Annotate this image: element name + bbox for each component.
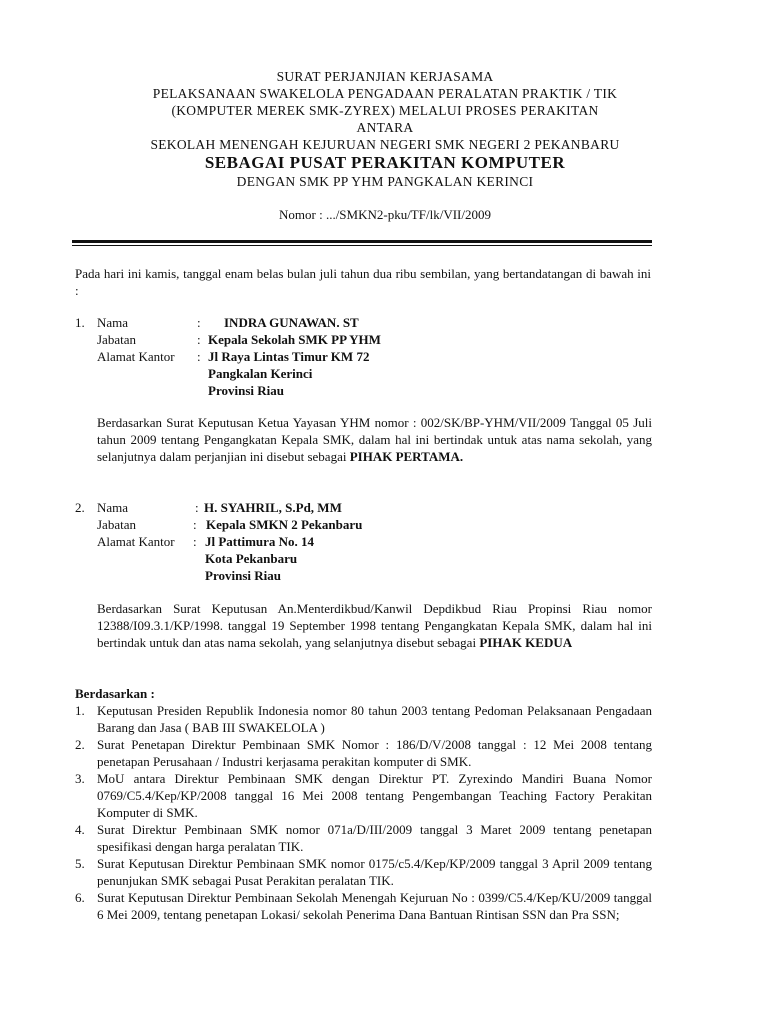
basis-title: Berdasarkan : — [75, 686, 155, 701]
intro-paragraph: Pada hari ini kamis, tanggal enam belas bulan juli tahun dua ribu sembilan, yang bertandatangan di bawah ini : — [75, 266, 651, 298]
header-subject-line-2: (KOMPUTER MEREK SMK-ZYREX) MELALUI PROSES PERAKITAN — [171, 103, 599, 118]
header-role: SEBAGAI PUSAT PERAKITAN KOMPUTER — [204, 153, 566, 172]
colon: : — [197, 349, 201, 364]
party2-description-text: Berdasarkan Surat Keputusan An.Menterdikbud/Kanwil Depdikbud Riau Propinsi Riau nomor 12388/I09.3.1/KP/1998. tanggal 19 September 1998 tentang Pengangkatan Kepala SMK, dalam hal ini bertindak untuk dan atas nama sekolah, yang selanjutnya disebut sebagai — [97, 601, 652, 650]
basis-item-text: MoU antara Direktur Pembinaan SMK dengan Direktur PT. Zyrexindo Mandiri Buana Nomor 0769/C5.4/Kep/KP/2008 tanggal 16 Mei 2008 tentang Pengembangan Teaching Factory Perakitan Komputer di SMK. — [97, 771, 652, 820]
basis-item-text: Surat Keputusan Direktur Pembinaan SMK nomor 0175/c5.4/Kep/KP/2009 tanggal 3 April 2009 tentang penunjukan SMK sebagai Pusat Perakitan peralatan TIK. — [97, 856, 652, 888]
document-header — [60, 68, 710, 190]
header-divider — [72, 240, 652, 246]
party2-address-line-3: Provinsi Riau — [205, 568, 281, 583]
party1-designation: PIHAK PERTAMA. — [349, 449, 464, 464]
basis-item-number: 1. — [75, 703, 85, 718]
party2-description — [97, 600, 652, 651]
party2-address-line-2: Kota Pekanbaru — [205, 551, 298, 566]
party1-description — [97, 414, 652, 465]
party2-name-label: Nama — [97, 500, 129, 515]
party1-name-label: Nama — [97, 315, 129, 330]
party2-position-value: Kepala SMKN 2 Pekanbaru — [206, 517, 363, 532]
party1-number: 1. — [75, 315, 85, 330]
basis-item-text: Surat Direktur Pembinaan SMK nomor 071a/D/III/2009 tanggal 3 Maret 2009 tentang penetapan spesifikasi dengan harga peralatan TIK. — [97, 822, 652, 854]
colon: : — [195, 500, 199, 515]
colon: : — [197, 332, 201, 347]
basis-item-number: 4. — [75, 822, 85, 837]
header-title: SURAT PERJANJIAN KERJASAMA — [276, 69, 494, 84]
basis-item-text: Keputusan Presiden Republik Indonesia nomor 80 tahun 2003 tentang Pedoman Pelaksanaan Pengadaan Barang dan Jasa ( BAB III SWAKELOLA ) — [97, 703, 652, 735]
party1-address-label: Alamat Kantor — [97, 349, 175, 364]
header-between: ANTARA — [356, 120, 414, 135]
basis-item-number: 5. — [75, 856, 85, 871]
basis-item-text: Surat Penetapan Direktur Pembinaan SMK Nomor : 186/D/V/2008 tanggal : 12 Mei 2008 tentang penetapan Perusahaan / Industri kerjasama perakitan komputer di SMK. — [97, 737, 652, 769]
party2-position-label: Jabatan — [97, 517, 136, 532]
basis-item-text: Surat Keputusan Direktur Pembinaan Sekolah Menengah Kejuruan No : 0399/C5.4/Kep/KU/2009 tanggal 6 Mei 2009, tentang penetapan Lokasi/ sekolah Penerima Dana Bantuan Rintisan SSN dan Pra SSN; — [97, 890, 652, 922]
party1-address-line-1: Jl Raya Lintas Timur KM 72 — [208, 349, 370, 364]
basis-item-number: 6. — [75, 890, 85, 905]
party1-address-line-2: Pangkalan Kerinci — [208, 366, 313, 381]
party1-description-text: Berdasarkan Surat Keputusan Ketua Yayasan YHM nomor : 002/SK/BP-YHM/VII/2009 Tanggal 05 Juli tahun 2009 tentang Pengangkatan Kepala SMK, dalam hal ini bertindak untuk atas nama sekolah, yang selanjutnya dalam perjanjian ini disebut sebagai — [97, 415, 652, 464]
party2-address-label: Alamat Kantor — [97, 534, 175, 549]
party2-address-line-1: Jl Pattimura No. 14 — [205, 534, 315, 549]
basis-item-number: 2. — [75, 737, 85, 752]
colon: : — [193, 534, 197, 549]
party1-name-value: INDRA GUNAWAN. ST — [224, 315, 359, 330]
party1-position-value: Kepala Sekolah SMK PP YHM — [208, 332, 381, 347]
header-school-2: DENGAN SMK PP YHM PANGKALAN KERINCI — [236, 174, 534, 189]
party2-number: 2. — [75, 500, 85, 515]
header-school-1: SEKOLAH MENENGAH KEJURUAN NEGERI SMK NEGERI 2 PEKANBARU — [150, 137, 620, 152]
basis-item-number: 3. — [75, 771, 85, 786]
colon: : — [197, 315, 201, 330]
party2-name-value: H. SYAHRIL, S.Pd, MM — [204, 500, 342, 515]
party1-address-line-3: Provinsi Riau — [208, 383, 284, 398]
header-subject-line-1: PELAKSANAAN SWAKELOLA PENGADAAN PERALATAN PRAKTIK / TIK — [152, 86, 618, 101]
document-number: Nomor : .../SMKN2-pku/TF/lk/VII/2009 — [279, 207, 491, 222]
party1-position-label: Jabatan — [97, 332, 136, 347]
party2-designation: PIHAK KEDUA — [479, 635, 573, 650]
colon: : — [193, 517, 197, 532]
